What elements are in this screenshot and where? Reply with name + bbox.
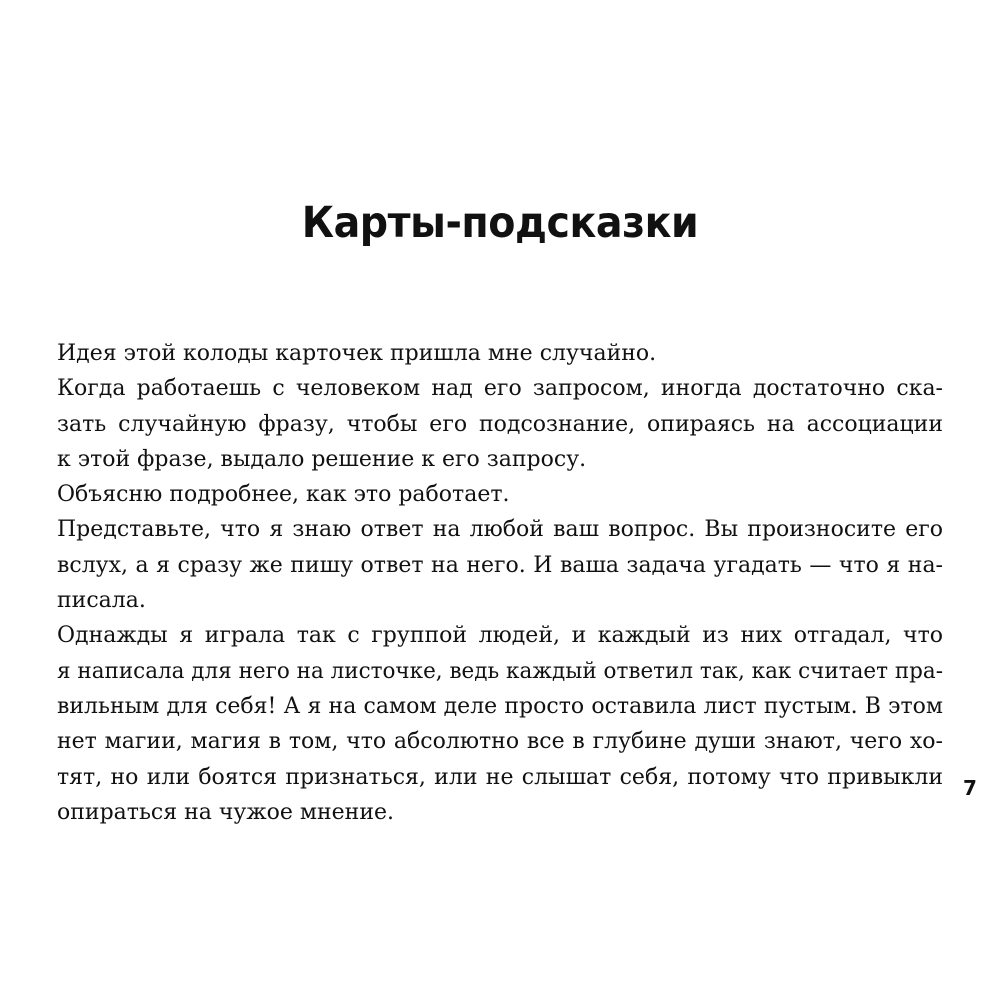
text-line-10: я написала для него на листочке, ведь каждый ответил так, как считает пра- xyxy=(57,658,943,684)
text-line-2: Когда работаешь с человеком над его запросом, иногда достаточно ска- xyxy=(57,376,943,402)
text-line-14: опираться на чужое мнение. xyxy=(57,799,395,825)
text-line-5: Объясню подробнее, как это работает. xyxy=(57,482,510,508)
text-line-4: к этой фразе, выдало решение к его запросу. xyxy=(57,446,587,472)
text-line-12: нет магии, магия в том, что абсолютно все в глубине души знают, чего хо- xyxy=(57,729,943,755)
page-title: Карты-подсказки xyxy=(301,198,699,248)
text-line-6: Представьте, что я знаю ответ на любой ваш вопрос. Вы произносите его xyxy=(57,517,943,543)
text-line-9: Однажды я играла так с группой людей, и каждый из них отгадал, что xyxy=(57,623,943,649)
text-line-11: вильным для себя! А я на самом деле просто оставила лист пустым. В этом xyxy=(57,693,943,719)
text-line-8: писала. xyxy=(57,588,146,614)
page-number: 7 xyxy=(963,776,977,800)
text-line-1: Идея этой колоды карточек пришла мне случайно. xyxy=(57,341,657,366)
text-line-13: тят, но или боятся признаться, или не слышат себя, потому что привыкли xyxy=(57,764,943,790)
body-text xyxy=(57,336,943,830)
text-line-7: вслух, а я сразу же пишу ответ на него. И ваша задача угадать — что я на- xyxy=(57,552,943,578)
text-line-3: зать случайную фразу, чтобы его подсознание, опираясь на ассоциации xyxy=(57,411,943,437)
